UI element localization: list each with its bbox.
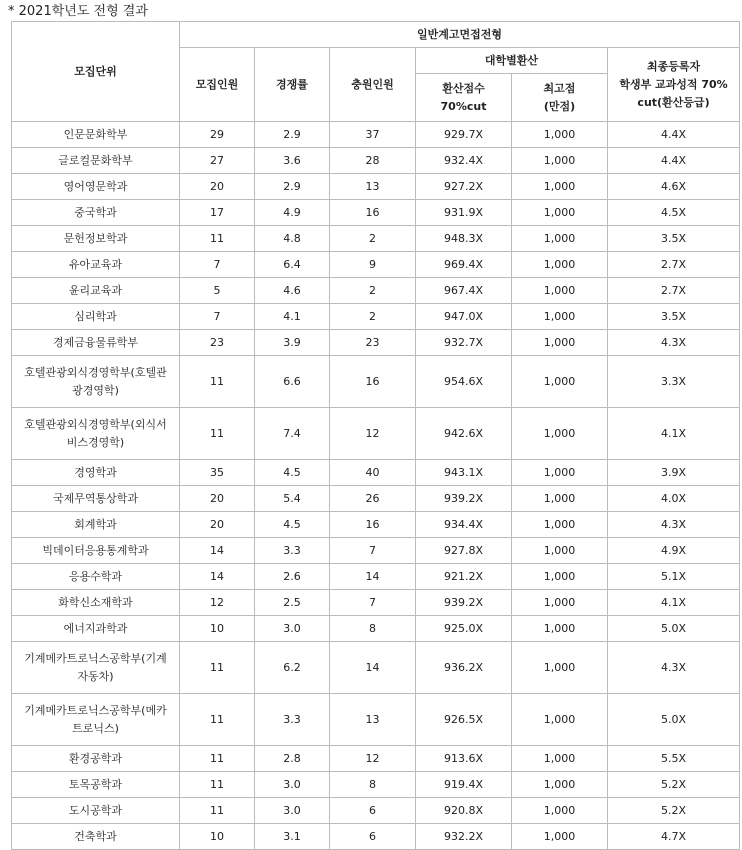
admission-results-table [11, 21, 740, 850]
cell-quota: 11 [180, 356, 255, 408]
cell-conv-score: 939.2X [416, 590, 512, 616]
cell-quota: 29 [180, 122, 255, 148]
cell-quota: 20 [180, 486, 255, 512]
cell-conv-score: 913.6X [416, 746, 512, 772]
table-caption: * 2021학년도 전형 결과 [8, 4, 148, 19]
cell-max-score: 1,000 [512, 746, 608, 772]
cell-max-score: 1,000 [512, 304, 608, 330]
cell-unit: 윤리교육과 [12, 278, 180, 304]
cell-waitlist: 8 [330, 772, 416, 798]
table-row [12, 798, 740, 824]
cell-conv-score: 932.2X [416, 824, 512, 850]
cell-unit [12, 642, 180, 694]
cell-quota: 12 [180, 590, 255, 616]
cell-waitlist: 40 [330, 460, 416, 486]
cell-unit: 빅데이터응용통계학과 [12, 538, 180, 564]
cell-final-grade: 4.3X [608, 642, 740, 694]
header-max-score-line1: 최고점 [543, 81, 576, 95]
cell-final-grade: 3.5X [608, 226, 740, 252]
cell-max-score: 1,000 [512, 772, 608, 798]
cell-max-score: 1,000 [512, 486, 608, 512]
cell-conv-score: 954.6X [416, 356, 512, 408]
cell-max-score: 1,000 [512, 798, 608, 824]
cell-waitlist: 16 [330, 200, 416, 226]
cell-waitlist: 6 [330, 824, 416, 850]
header-waitlist: 충원인원 [330, 48, 416, 122]
table-row [12, 512, 740, 538]
cell-competition: 4.8 [255, 226, 330, 252]
cell-competition: 3.0 [255, 798, 330, 824]
cell-max-score: 1,000 [512, 174, 608, 200]
table-row [12, 590, 740, 616]
header-group: 일반계고면접전형 [180, 22, 740, 48]
cell-final-grade: 4.3X [608, 330, 740, 356]
cell-waitlist: 14 [330, 642, 416, 694]
cell-max-score: 1,000 [512, 460, 608, 486]
cell-waitlist: 26 [330, 486, 416, 512]
cell-quota: 11 [180, 798, 255, 824]
cell-competition: 6.4 [255, 252, 330, 278]
cell-max-score: 1,000 [512, 694, 608, 746]
header-competition: 경쟁률 [255, 48, 330, 122]
cell-waitlist: 28 [330, 148, 416, 174]
cell-conv-score: 947.0X [416, 304, 512, 330]
cell-waitlist: 12 [330, 408, 416, 460]
cell-competition: 3.0 [255, 772, 330, 798]
cell-unit: 심리학과 [12, 304, 180, 330]
cell-conv-score: 934.4X [416, 512, 512, 538]
cell-unit-line1: 기계메카트로닉스공학부(기계 [24, 651, 167, 665]
table-row [12, 746, 740, 772]
cell-waitlist: 23 [330, 330, 416, 356]
cell-waitlist: 2 [330, 226, 416, 252]
cell-quota: 11 [180, 226, 255, 252]
cell-final-grade: 4.7X [608, 824, 740, 850]
cell-waitlist: 13 [330, 174, 416, 200]
cell-max-score: 1,000 [512, 122, 608, 148]
cell-unit: 회계학과 [12, 512, 180, 538]
table-row [12, 616, 740, 642]
cell-unit: 유아교육과 [12, 252, 180, 278]
table-row [12, 252, 740, 278]
cell-max-score: 1,000 [512, 226, 608, 252]
header-conv-score-line1: 환산점수 [442, 81, 485, 95]
cell-unit [12, 356, 180, 408]
cell-conv-score: 939.2X [416, 486, 512, 512]
header-final-line2: 학생부 교과성적 70% [619, 77, 728, 91]
cell-competition: 3.6 [255, 148, 330, 174]
cell-quota: 17 [180, 200, 255, 226]
cell-final-grade: 4.4X [608, 122, 740, 148]
cell-quota: 11 [180, 408, 255, 460]
cell-final-grade: 3.9X [608, 460, 740, 486]
cell-waitlist: 8 [330, 616, 416, 642]
cell-waitlist: 16 [330, 356, 416, 408]
cell-unit: 경제금융물류학부 [12, 330, 180, 356]
cell-unit-line1: 기계메카트로닉스공학부(메카 [24, 703, 167, 717]
cell-conv-score: 920.8X [416, 798, 512, 824]
header-max-score-line2: (만점) [543, 99, 576, 113]
cell-competition: 2.5 [255, 590, 330, 616]
cell-waitlist: 6 [330, 798, 416, 824]
header-final-registrant [608, 48, 740, 122]
cell-competition: 3.0 [255, 616, 330, 642]
cell-max-score: 1,000 [512, 616, 608, 642]
cell-max-score: 1,000 [512, 538, 608, 564]
cell-conv-score: 919.4X [416, 772, 512, 798]
cell-quota: 10 [180, 824, 255, 850]
cell-max-score: 1,000 [512, 200, 608, 226]
cell-unit: 응용수학과 [12, 564, 180, 590]
cell-final-grade: 5.2X [608, 772, 740, 798]
cell-waitlist: 9 [330, 252, 416, 278]
cell-competition: 4.1 [255, 304, 330, 330]
cell-conv-score: 932.4X [416, 148, 512, 174]
cell-waitlist: 12 [330, 746, 416, 772]
cell-conv-score: 927.8X [416, 538, 512, 564]
cell-max-score: 1,000 [512, 356, 608, 408]
cell-final-grade: 5.1X [608, 564, 740, 590]
cell-competition: 4.5 [255, 512, 330, 538]
header-unit: 모집단위 [12, 22, 180, 122]
cell-competition: 2.8 [255, 746, 330, 772]
cell-waitlist: 14 [330, 564, 416, 590]
cell-conv-score: 931.9X [416, 200, 512, 226]
header-final-line3: cut(환산등급) [637, 95, 710, 109]
cell-conv-score: 943.1X [416, 460, 512, 486]
cell-unit: 국제무역통상학과 [12, 486, 180, 512]
cell-competition: 4.9 [255, 200, 330, 226]
cell-waitlist: 13 [330, 694, 416, 746]
header-final-line1: 최종등록자 [646, 59, 701, 73]
cell-conv-score: 969.4X [416, 252, 512, 278]
cell-final-grade: 5.5X [608, 746, 740, 772]
cell-final-grade: 4.1X [608, 408, 740, 460]
cell-quota: 11 [180, 642, 255, 694]
header-conversion-group: 대학별환산 [416, 48, 608, 74]
cell-competition: 2.9 [255, 122, 330, 148]
table-row [12, 772, 740, 798]
cell-competition: 3.3 [255, 538, 330, 564]
header-quota: 모집인원 [180, 48, 255, 122]
cell-max-score: 1,000 [512, 278, 608, 304]
table-row [12, 278, 740, 304]
cell-quota: 11 [180, 694, 255, 746]
cell-max-score: 1,000 [512, 824, 608, 850]
cell-final-grade: 4.5X [608, 200, 740, 226]
cell-max-score: 1,000 [512, 330, 608, 356]
cell-final-grade: 3.5X [608, 304, 740, 330]
table-row [12, 200, 740, 226]
cell-max-score: 1,000 [512, 408, 608, 460]
cell-final-grade: 4.1X [608, 590, 740, 616]
cell-max-score: 1,000 [512, 564, 608, 590]
cell-conv-score: 927.2X [416, 174, 512, 200]
cell-final-grade: 5.0X [608, 694, 740, 746]
table-row [12, 174, 740, 200]
cell-final-grade: 4.3X [608, 512, 740, 538]
cell-unit: 건축학과 [12, 824, 180, 850]
header-conv-score-line2: 70%cut [440, 99, 487, 113]
table-row [12, 486, 740, 512]
cell-final-grade: 2.7X [608, 278, 740, 304]
cell-quota: 11 [180, 772, 255, 798]
cell-quota: 14 [180, 564, 255, 590]
cell-waitlist: 2 [330, 278, 416, 304]
cell-unit: 영어영문학과 [12, 174, 180, 200]
cell-conv-score: 926.5X [416, 694, 512, 746]
cell-unit: 화학신소재학과 [12, 590, 180, 616]
cell-competition: 5.4 [255, 486, 330, 512]
cell-quota: 5 [180, 278, 255, 304]
cell-quota: 35 [180, 460, 255, 486]
table-row [12, 304, 740, 330]
cell-quota: 23 [180, 330, 255, 356]
cell-quota: 10 [180, 616, 255, 642]
cell-unit [12, 408, 180, 460]
cell-unit-line2: 비스경영학) [66, 435, 125, 449]
cell-competition: 6.6 [255, 356, 330, 408]
cell-quota: 20 [180, 512, 255, 538]
cell-quota: 7 [180, 304, 255, 330]
cell-conv-score: 932.7X [416, 330, 512, 356]
cell-unit: 경영학과 [12, 460, 180, 486]
cell-conv-score: 948.3X [416, 226, 512, 252]
cell-quota: 14 [180, 538, 255, 564]
cell-waitlist: 37 [330, 122, 416, 148]
cell-unit [12, 694, 180, 746]
cell-quota: 7 [180, 252, 255, 278]
cell-competition: 7.4 [255, 408, 330, 460]
cell-conv-score: 942.6X [416, 408, 512, 460]
cell-quota: 11 [180, 746, 255, 772]
cell-waitlist: 7 [330, 538, 416, 564]
cell-conv-score: 936.2X [416, 642, 512, 694]
table-row [12, 460, 740, 486]
table-row [12, 538, 740, 564]
header-max-score [512, 74, 608, 122]
cell-competition: 4.5 [255, 460, 330, 486]
cell-quota: 20 [180, 174, 255, 200]
table-body [12, 122, 740, 850]
cell-final-grade: 4.6X [608, 174, 740, 200]
cell-waitlist: 2 [330, 304, 416, 330]
cell-final-grade: 2.7X [608, 252, 740, 278]
cell-unit: 도시공학과 [12, 798, 180, 824]
cell-conv-score: 925.0X [416, 616, 512, 642]
cell-unit-line2: 광경영학) [72, 383, 119, 397]
cell-max-score: 1,000 [512, 590, 608, 616]
cell-final-grade: 4.0X [608, 486, 740, 512]
cell-unit: 중국학과 [12, 200, 180, 226]
cell-unit: 에너지과학과 [12, 616, 180, 642]
cell-unit-line1: 호텔관광외식경영학부(호텔관 [24, 365, 167, 379]
table-row [12, 564, 740, 590]
cell-unit-line1: 호텔관광외식경영학부(외식서 [24, 417, 167, 431]
table-row [12, 226, 740, 252]
cell-final-grade: 5.0X [608, 616, 740, 642]
cell-max-score: 1,000 [512, 252, 608, 278]
cell-waitlist: 16 [330, 512, 416, 538]
cell-unit-line2: 트로닉스) [72, 721, 119, 735]
cell-competition: 3.9 [255, 330, 330, 356]
cell-competition: 3.3 [255, 694, 330, 746]
cell-unit: 환경공학과 [12, 746, 180, 772]
cell-max-score: 1,000 [512, 512, 608, 538]
cell-unit: 글로컬문화학부 [12, 148, 180, 174]
cell-conv-score: 929.7X [416, 122, 512, 148]
table-row [12, 148, 740, 174]
table-row [12, 356, 740, 408]
cell-unit: 인문문화학부 [12, 122, 180, 148]
header-conv-score [416, 74, 512, 122]
table-row [12, 122, 740, 148]
cell-waitlist: 7 [330, 590, 416, 616]
table-row [12, 408, 740, 460]
cell-unit-line2: 자동차) [77, 669, 114, 683]
cell-max-score: 1,000 [512, 148, 608, 174]
cell-conv-score: 921.2X [416, 564, 512, 590]
cell-quota: 27 [180, 148, 255, 174]
table-row [12, 642, 740, 694]
cell-competition: 3.1 [255, 824, 330, 850]
cell-final-grade: 3.3X [608, 356, 740, 408]
cell-conv-score: 967.4X [416, 278, 512, 304]
table-row [12, 694, 740, 746]
cell-competition: 6.2 [255, 642, 330, 694]
cell-unit: 토목공학과 [12, 772, 180, 798]
cell-final-grade: 4.9X [608, 538, 740, 564]
cell-competition: 2.6 [255, 564, 330, 590]
cell-final-grade: 4.4X [608, 148, 740, 174]
cell-competition: 2.9 [255, 174, 330, 200]
cell-unit: 문헌정보학과 [12, 226, 180, 252]
cell-max-score: 1,000 [512, 642, 608, 694]
table-row [12, 330, 740, 356]
cell-final-grade: 5.2X [608, 798, 740, 824]
cell-competition: 4.6 [255, 278, 330, 304]
table-row [12, 824, 740, 850]
